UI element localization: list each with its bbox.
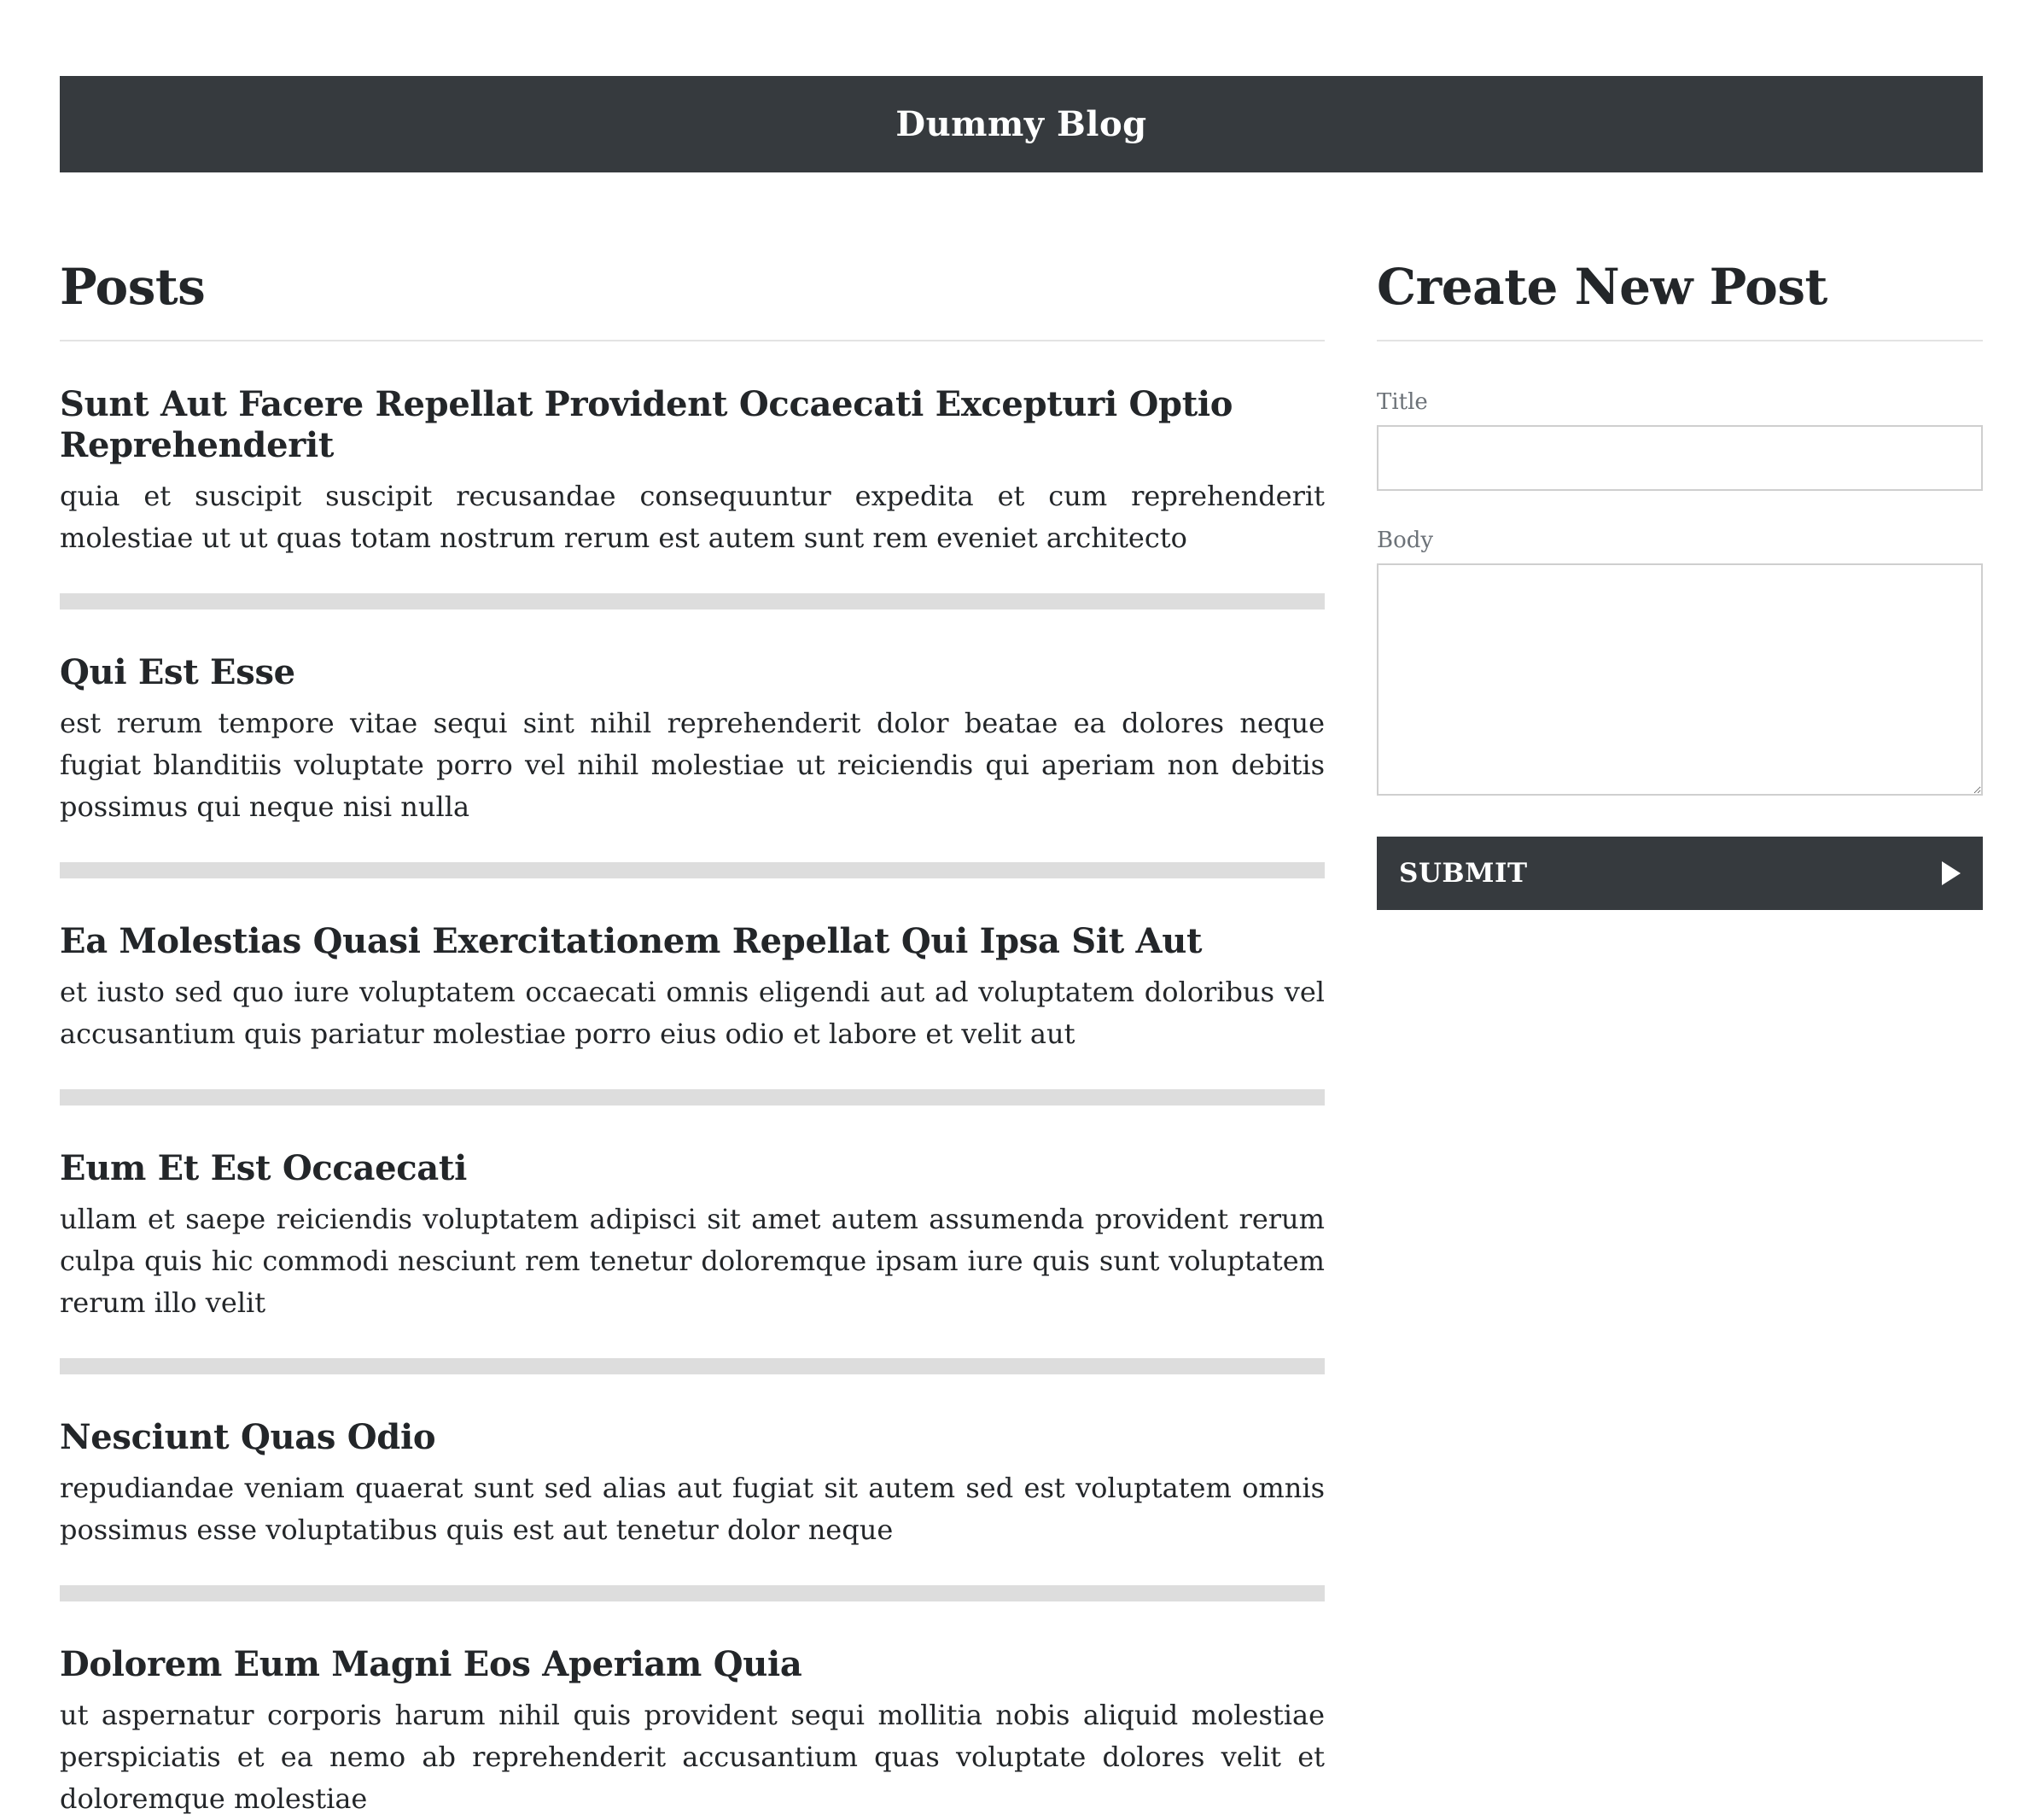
submit-button[interactable] <box>1377 837 1983 910</box>
post-body: repudiandae veniam quaerat sunt sed alias aut fugiat sit autem sed est voluptatem omnis possimus esse voluptatibus quis est aut tenetur dolor neque <box>60 1472 1325 1546</box>
post-separator <box>60 1585 1325 1601</box>
create-post-form <box>1377 389 1983 910</box>
post-item <box>60 878 1325 1105</box>
post-item <box>60 341 1325 610</box>
post-item <box>60 610 1325 878</box>
post-body: quia et suscipit suscipit recusandae consequuntur expedita et cum reprehenderit molestiae ut ut quas totam nostrum rerum est autem sunt rem eveniet architecto <box>60 480 1325 554</box>
post-body: est rerum tempore vitae sequi sint nihil reprehenderit dolor beatae ea dolores neque fugiat blanditiis voluptate porro vel nihil molestiae ut reiciendis qui aperiam non debitis possimus qui neque nisi nulla <box>60 707 1325 823</box>
post-title: Qui Est Esse <box>60 652 295 692</box>
post-item <box>60 1105 1325 1374</box>
post-separator <box>60 593 1325 610</box>
posts-section <box>60 256 1325 1820</box>
post-separator <box>60 862 1325 878</box>
post-title: Sunt Aut Facere Repellat Provident Occaecati Excepturi Optio Reprehenderit <box>60 384 1233 465</box>
post-title: Nesciunt Quas Odio <box>60 1417 436 1457</box>
site-title: Dummy Blog <box>895 104 1147 144</box>
site-header <box>60 76 1983 172</box>
post-body: ut aspernatur corporis harum nihil quis provident sequi mollitia nobis aliquid molestiae perspiciatis et ea nemo ab reprehenderit accusantium quas voluptate dolores velit et doloremque molestiae <box>60 1699 1325 1815</box>
body-label: Body <box>1377 528 1434 553</box>
post-body: ullam et saepe reiciendis voluptatem adipisci sit amet autem assumenda provident rerum culpa quis hic commodi nesciunt rem tenetur doloremque ipsam iure quis sunt voluptatem rerum illo velit <box>60 1203 1325 1319</box>
post-separator <box>60 1358 1325 1374</box>
post-title: Eum Et Est Occaecati <box>60 1148 467 1188</box>
post-item <box>60 1374 1325 1601</box>
body-textarea[interactable] <box>1377 563 1983 796</box>
play-icon <box>1942 861 1961 885</box>
post-body: et iusto sed quo iure voluptatem occaecati omnis eligendi aut ad voluptatem doloribus vel accusantium quis pariatur molestiae porro eius odio et labore et velit aut <box>60 976 1325 1050</box>
submit-label: SUBMIT <box>1399 858 1528 889</box>
title-label: Title <box>1377 389 1428 415</box>
create-post-heading: Create New Post <box>1377 256 1983 341</box>
post-title: Ea Molestias Quasi Exercitationem Repellat Qui Ipsa Sit Aut <box>60 921 1203 961</box>
posts-heading: Posts <box>60 256 1325 341</box>
post-title: Dolorem Eum Magni Eos Aperiam Quia <box>60 1644 802 1684</box>
title-input[interactable] <box>1377 425 1983 491</box>
post-separator <box>60 1089 1325 1105</box>
post-item <box>60 1601 1325 1820</box>
create-post-section <box>1377 256 1983 910</box>
